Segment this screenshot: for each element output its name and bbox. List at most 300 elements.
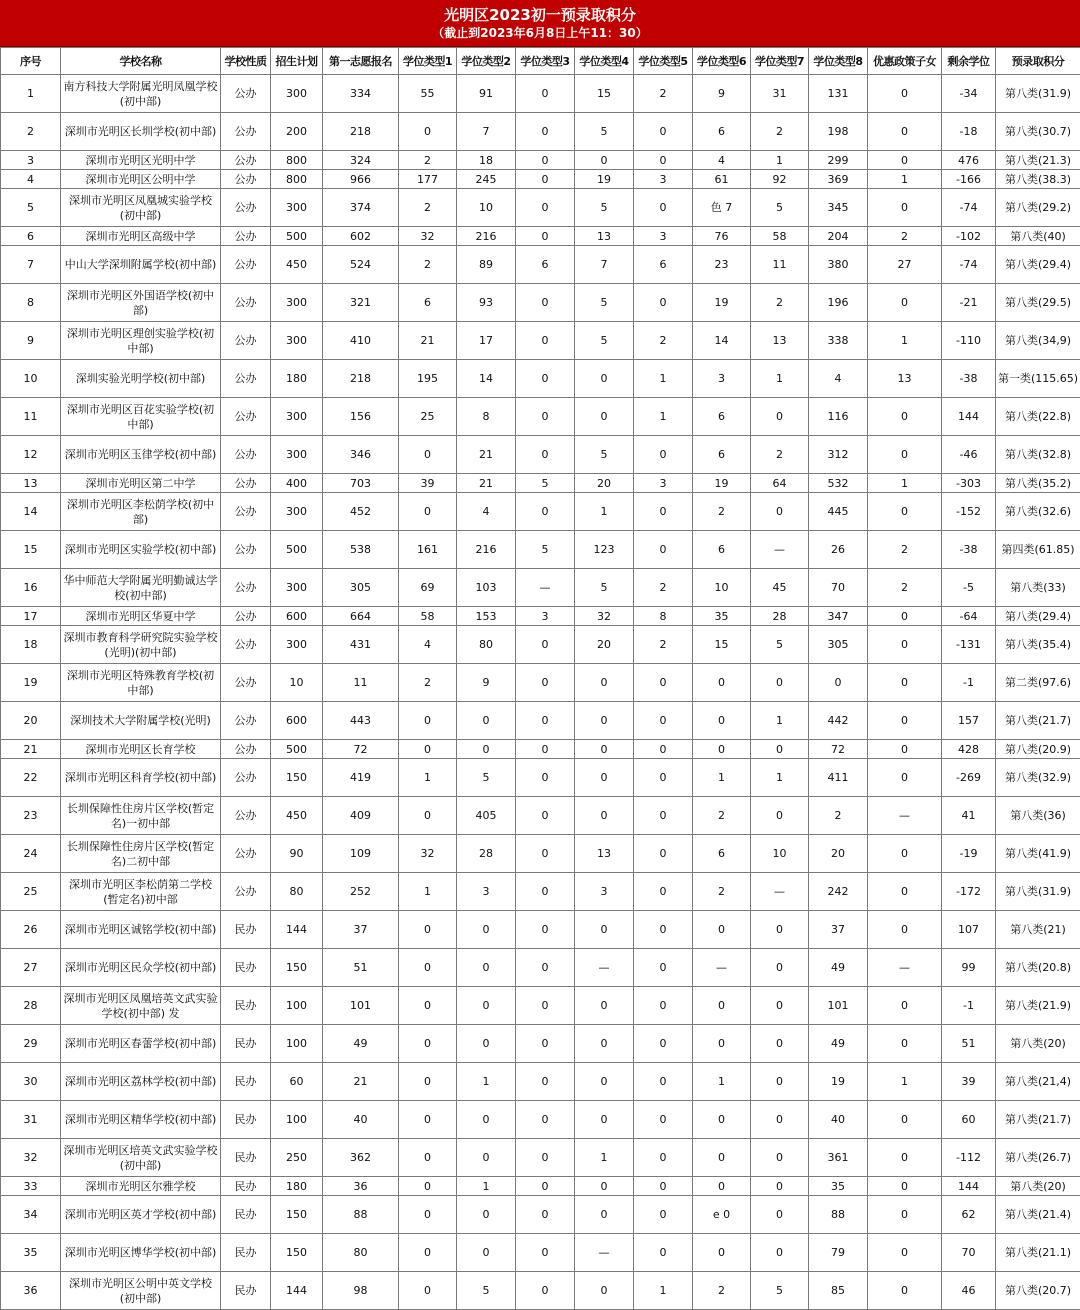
table-cell: 0 [693, 1234, 751, 1272]
table-cell: -38 [942, 531, 996, 569]
table-cell: 17 [1, 607, 61, 626]
table-cell: 33 [1, 1177, 61, 1196]
table-cell: 0 [751, 1234, 809, 1272]
table-cell: 0 [516, 873, 575, 911]
table-cell: 0 [516, 1025, 575, 1063]
table-cell: 第八类(40) [996, 227, 1080, 246]
table-cell: 0 [868, 1272, 942, 1310]
table-cell: 第四类(61.85) [996, 531, 1080, 569]
table-cell: 1 [575, 1139, 634, 1177]
table-cell: 第八类(35.2) [996, 474, 1080, 493]
school-name-cell: 深圳市光明区博华学校(初中部) [61, 1234, 221, 1272]
table-cell: 2 [751, 436, 809, 474]
table-cell: 13 [575, 227, 634, 246]
table-row [1, 474, 1080, 493]
table-cell: 88 [323, 1196, 399, 1234]
table-cell: 28 [1, 987, 61, 1025]
table-cell: 2 [868, 569, 942, 607]
table-cell: 5 [575, 113, 634, 151]
page-subtitle: （截止到2023年6月8日上午11：30） [432, 25, 648, 41]
table-cell: 公办 [221, 797, 271, 835]
school-name-cell: 中山大学深圳附属学校(初中部) [61, 246, 221, 284]
table-cell: 公办 [221, 75, 271, 113]
table-cell: 60 [271, 1063, 323, 1101]
table-cell: 428 [942, 740, 996, 759]
table-cell: 88 [809, 1196, 868, 1234]
table-cell: 民办 [221, 1101, 271, 1139]
table-row [1, 360, 1080, 398]
table-cell: 250 [271, 1139, 323, 1177]
table-cell: 公办 [221, 759, 271, 797]
table-cell: 4 [399, 626, 457, 664]
table-cell: 1 [751, 360, 809, 398]
column-header: 学位类型1 [399, 48, 457, 75]
table-cell: 0 [457, 740, 516, 759]
table-cell: 0 [399, 1025, 457, 1063]
table-cell: 450 [271, 797, 323, 835]
table-cell: 300 [271, 189, 323, 227]
table-cell: 452 [323, 493, 399, 531]
table-cell: 101 [323, 987, 399, 1025]
table-cell: — [868, 949, 942, 987]
table-cell: 300 [271, 569, 323, 607]
table-cell: 0 [751, 1196, 809, 1234]
table-cell: 0 [868, 759, 942, 797]
table-cell: 28 [457, 835, 516, 873]
table-cell: 0 [634, 1177, 693, 1196]
table-cell: 347 [809, 607, 868, 626]
school-name-cell: 深圳市光明区外国语学校(初中部) [61, 284, 221, 322]
table-cell: 10 [457, 189, 516, 227]
table-cell: 46 [942, 1272, 996, 1310]
table-cell: 0 [868, 626, 942, 664]
table-cell: 150 [271, 1234, 323, 1272]
table-cell: 109 [323, 835, 399, 873]
table-cell: 31 [1, 1101, 61, 1139]
table-cell: 2 [693, 1272, 751, 1310]
table-cell: 0 [751, 1025, 809, 1063]
table-cell: 2 [634, 569, 693, 607]
table-cell: 民办 [221, 1272, 271, 1310]
table-cell: 20 [1, 702, 61, 740]
table-cell: 0 [693, 911, 751, 949]
table-cell: 20 [575, 474, 634, 493]
table-cell: -303 [942, 474, 996, 493]
table-cell: 0 [457, 1139, 516, 1177]
table-cell: 400 [271, 474, 323, 493]
table-cell: 92 [751, 170, 809, 189]
table-cell: 25 [1, 873, 61, 911]
table-cell: 0 [516, 740, 575, 759]
table-cell: 144 [942, 1177, 996, 1196]
table-cell: 第八类(20.7) [996, 1272, 1080, 1310]
table-cell: 公办 [221, 113, 271, 151]
table-cell: 第八类(36) [996, 797, 1080, 835]
table-cell: 公办 [221, 626, 271, 664]
table-cell: 23 [1, 797, 61, 835]
school-name-cell: 深圳实验光明学校(初中部) [61, 360, 221, 398]
table-cell: 0 [516, 835, 575, 873]
table-cell: 0 [399, 702, 457, 740]
table-cell: 民办 [221, 1025, 271, 1063]
table-cell: 0 [868, 284, 942, 322]
school-name-cell: 深圳市光明区长育学校 [61, 740, 221, 759]
table-cell: 0 [516, 759, 575, 797]
table-cell: 3 [575, 873, 634, 911]
table-cell: 98 [323, 1272, 399, 1310]
table-cell: 600 [271, 607, 323, 626]
table-cell: 131 [809, 75, 868, 113]
table-cell: 300 [271, 436, 323, 474]
table-cell: 153 [457, 607, 516, 626]
school-name-cell: 深圳市光明区民众学校(初中部) [61, 949, 221, 987]
table-cell: 16 [1, 569, 61, 607]
table-cell: 69 [399, 569, 457, 607]
table-cell: 第八类(32.8) [996, 436, 1080, 474]
table-cell: 0 [634, 1139, 693, 1177]
table-cell: 10 [693, 569, 751, 607]
table-cell: 450 [271, 246, 323, 284]
table-row [1, 1101, 1080, 1139]
table-cell: 第八类(41.9) [996, 835, 1080, 873]
table-cell: 0 [575, 987, 634, 1025]
table-row [1, 246, 1080, 284]
title-banner [0, 0, 1080, 47]
table-cell: 第八类(22.8) [996, 398, 1080, 436]
table-cell: 703 [323, 474, 399, 493]
table-cell: — [751, 873, 809, 911]
table-cell: 0 [516, 493, 575, 531]
table-cell: 4 [457, 493, 516, 531]
table-cell: 1 [751, 151, 809, 170]
table-cell: 5 [575, 322, 634, 360]
table-cell: 0 [693, 1139, 751, 1177]
table-cell: 0 [516, 189, 575, 227]
table-cell: 0 [751, 740, 809, 759]
table-cell: 0 [516, 151, 575, 170]
table-cell: 161 [399, 531, 457, 569]
table-row [1, 75, 1080, 113]
table-cell: 9 [1, 322, 61, 360]
table-cell: 58 [751, 227, 809, 246]
school-name-cell: 深圳市光明区第二中学 [61, 474, 221, 493]
table-cell: 0 [693, 1025, 751, 1063]
table-cell: 0 [868, 189, 942, 227]
table-cell: 35 [1, 1234, 61, 1272]
table-cell: 公办 [221, 227, 271, 246]
table-cell: 公办 [221, 873, 271, 911]
table-cell: 5 [575, 189, 634, 227]
table-cell: 49 [809, 1025, 868, 1063]
column-header: 学校名称 [61, 48, 221, 75]
table-cell: 36 [323, 1177, 399, 1196]
table-body [1, 75, 1080, 1310]
table-cell: 7 [1, 246, 61, 284]
table-cell: 5 [575, 436, 634, 474]
table-cell: 443 [323, 702, 399, 740]
table-cell: 0 [575, 1272, 634, 1310]
table-cell: 0 [634, 987, 693, 1025]
table-cell: 0 [868, 151, 942, 170]
table-cell: -38 [942, 360, 996, 398]
table-cell: 5 [516, 474, 575, 493]
table-cell: 7 [457, 113, 516, 151]
table-cell: 0 [457, 1196, 516, 1234]
table-cell: 第一类(115.65) [996, 360, 1080, 398]
table-cell: 0 [634, 1234, 693, 1272]
table-cell: 0 [516, 911, 575, 949]
school-name-cell: 深圳市光明区英才学校(初中部) [61, 1196, 221, 1234]
table-cell: 346 [323, 436, 399, 474]
table-cell: 80 [271, 873, 323, 911]
table-cell: 35 [693, 607, 751, 626]
table-cell: 公办 [221, 531, 271, 569]
table-cell: 19 [575, 170, 634, 189]
table-cell: 2 [868, 227, 942, 246]
table-cell: 6 [634, 246, 693, 284]
table-cell: 0 [575, 1196, 634, 1234]
table-cell: 第八类(35.4) [996, 626, 1080, 664]
table-cell: 123 [575, 531, 634, 569]
school-name-cell: 深圳市光明区玉律学校(初中部) [61, 436, 221, 474]
table-cell: 405 [457, 797, 516, 835]
table-cell: 0 [634, 189, 693, 227]
table-cell: 第八类(32.6) [996, 493, 1080, 531]
table-cell: 99 [942, 949, 996, 987]
table-cell: -34 [942, 75, 996, 113]
table-cell: 31 [751, 75, 809, 113]
table-cell: 6 [693, 113, 751, 151]
table-cell: 32 [399, 227, 457, 246]
table-cell: 300 [271, 398, 323, 436]
table-cell: 61 [693, 170, 751, 189]
table-cell: 8 [634, 607, 693, 626]
school-name-cell: 深圳市光明区荔林学校(初中部) [61, 1063, 221, 1101]
school-name-cell: 深圳市光明区长圳学校(初中部) [61, 113, 221, 151]
table-cell: 0 [399, 911, 457, 949]
table-cell: 204 [809, 227, 868, 246]
school-name-cell: 深圳市光明区培英文武实验学校(初中部) [61, 1139, 221, 1177]
table-cell: 公办 [221, 170, 271, 189]
table-cell: 公办 [221, 493, 271, 531]
school-name-cell: 深圳市光明区公明中学 [61, 170, 221, 189]
table-cell: 0 [868, 113, 942, 151]
table-cell: 1 [634, 360, 693, 398]
table-cell: 299 [809, 151, 868, 170]
table-cell: 0 [868, 835, 942, 873]
table-cell: 321 [323, 284, 399, 322]
table-cell: 21 [457, 474, 516, 493]
table-cell: — [575, 1234, 634, 1272]
table-cell: 0 [575, 797, 634, 835]
table-cell: 0 [516, 1234, 575, 1272]
table-cell: 5 [1, 189, 61, 227]
table-cell: 1 [399, 759, 457, 797]
table-cell: 3 [634, 170, 693, 189]
table-cell: 0 [751, 1063, 809, 1101]
table-cell: 89 [457, 246, 516, 284]
table-cell: 22 [1, 759, 61, 797]
table-cell: 公办 [221, 246, 271, 284]
table-cell: 0 [693, 1101, 751, 1139]
table-cell: — [868, 797, 942, 835]
table-cell: 305 [323, 569, 399, 607]
table-cell: 18 [1, 626, 61, 664]
table-cell: 0 [516, 797, 575, 835]
table-cell: 19 [693, 474, 751, 493]
table-cell: 20 [575, 626, 634, 664]
table-row [1, 569, 1080, 607]
table-cell: 0 [516, 1063, 575, 1101]
table-cell: 156 [323, 398, 399, 436]
table-cell: 1 [868, 1063, 942, 1101]
table-cell: 36 [1, 1272, 61, 1310]
table-cell: 300 [271, 75, 323, 113]
table-cell: 3 [634, 227, 693, 246]
table-cell: 25 [399, 398, 457, 436]
table-cell: 0 [399, 493, 457, 531]
table-cell: 0 [868, 398, 942, 436]
table-cell: 0 [868, 1196, 942, 1234]
school-name-cell: 深圳市光明区李松荫学校(初中部) [61, 493, 221, 531]
table-cell: 218 [323, 360, 399, 398]
table-cell: 0 [516, 987, 575, 1025]
table-cell: 0 [516, 360, 575, 398]
table-cell: 361 [809, 1139, 868, 1177]
table-cell: 0 [399, 949, 457, 987]
table-cell: 0 [868, 1101, 942, 1139]
table-cell: 13 [1, 474, 61, 493]
school-name-cell: 长圳保障性住房片区学校(暂定名)一初中部 [61, 797, 221, 835]
table-cell: 2 [751, 284, 809, 322]
table-cell: 300 [271, 322, 323, 360]
table-cell: 1 [868, 322, 942, 360]
table-cell: e 0 [693, 1196, 751, 1234]
table-cell: 305 [809, 626, 868, 664]
table-cell: -19 [942, 835, 996, 873]
table-cell: 0 [634, 151, 693, 170]
table-cell: 公办 [221, 284, 271, 322]
table-cell: 11 [751, 246, 809, 284]
table-cell: 32 [1, 1139, 61, 1177]
table-cell: 0 [751, 664, 809, 702]
school-name-cell: 南方科技大学附属光明凤凰学校(初中部) [61, 75, 221, 113]
table-cell: 第八类(20.9) [996, 740, 1080, 759]
table-cell: 0 [634, 702, 693, 740]
table-cell: 0 [751, 1101, 809, 1139]
table-cell: 3 [516, 607, 575, 626]
table-cell: 0 [575, 740, 634, 759]
school-name-cell: 深圳市光明区实验学校(初中部) [61, 531, 221, 569]
table-cell: 37 [809, 911, 868, 949]
table-cell: 0 [457, 1101, 516, 1139]
table-cell: 3 [457, 873, 516, 911]
table-cell: 374 [323, 189, 399, 227]
table-row [1, 151, 1080, 170]
table-cell: 0 [575, 151, 634, 170]
table-cell: 6 [693, 398, 751, 436]
table-cell: 1 [693, 1063, 751, 1101]
table-cell: 6 [693, 531, 751, 569]
table-row [1, 626, 1080, 664]
column-header: 剩余学位 [942, 48, 996, 75]
table-cell: 4 [1, 170, 61, 189]
table-row [1, 987, 1080, 1025]
table-cell: 431 [323, 626, 399, 664]
school-name-cell: 华中师范大学附属光明勤诚达学校(初中部) [61, 569, 221, 607]
table-cell: 180 [271, 1177, 323, 1196]
table-cell: 14 [457, 360, 516, 398]
table-cell: 第八类(32.9) [996, 759, 1080, 797]
school-name-cell: 长圳保障性住房片区学校(暂定名)二初中部 [61, 835, 221, 873]
table-cell: 28 [751, 607, 809, 626]
table-cell: 0 [634, 1025, 693, 1063]
table-row [1, 607, 1080, 626]
table-cell: 100 [271, 987, 323, 1025]
table-cell: 公办 [221, 360, 271, 398]
table-cell: 12 [1, 436, 61, 474]
table-cell: 4 [693, 151, 751, 170]
table-cell: 195 [399, 360, 457, 398]
table-cell: 177 [399, 170, 457, 189]
table-cell: 3 [1, 151, 61, 170]
table-cell: 2 [1, 113, 61, 151]
table-cell: 0 [516, 626, 575, 664]
table-cell: 144 [942, 398, 996, 436]
table-cell: 35 [809, 1177, 868, 1196]
table-cell: — [516, 569, 575, 607]
table-cell: 公办 [221, 569, 271, 607]
table-cell: -5 [942, 569, 996, 607]
table-cell: 0 [868, 1139, 942, 1177]
table-cell: 2 [634, 322, 693, 360]
table-cell: 5 [575, 284, 634, 322]
table-cell: 13 [868, 360, 942, 398]
table-cell: 0 [868, 740, 942, 759]
table-cell: 公办 [221, 189, 271, 227]
table-cell: 0 [399, 436, 457, 474]
table-cell: 21 [1, 740, 61, 759]
table-cell: 第八类(21.7) [996, 1101, 1080, 1139]
table-cell: 29 [1, 1025, 61, 1063]
table-cell: 0 [868, 1234, 942, 1272]
table-cell: 1 [634, 1272, 693, 1310]
table-cell: 11 [323, 664, 399, 702]
table-cell: 13 [751, 322, 809, 360]
table-cell: 2 [399, 189, 457, 227]
table-cell: 第八类(29.4) [996, 246, 1080, 284]
table-cell: 532 [809, 474, 868, 493]
table-cell: 300 [271, 493, 323, 531]
column-header: 序号 [1, 48, 61, 75]
table-cell: -1 [942, 664, 996, 702]
table-cell: -21 [942, 284, 996, 322]
table-cell: 0 [693, 987, 751, 1025]
table-cell: 0 [868, 493, 942, 531]
table-cell: 第八类(20) [996, 1177, 1080, 1196]
table-cell: 14 [1, 493, 61, 531]
table-cell: 39 [942, 1063, 996, 1101]
table-cell: 0 [516, 322, 575, 360]
table-cell: -166 [942, 170, 996, 189]
table-cell: 524 [323, 246, 399, 284]
table-cell: 0 [634, 284, 693, 322]
table-cell: 411 [809, 759, 868, 797]
table-cell: 80 [457, 626, 516, 664]
table-cell: 0 [634, 113, 693, 151]
table-cell: 500 [271, 740, 323, 759]
table-cell: 64 [751, 474, 809, 493]
